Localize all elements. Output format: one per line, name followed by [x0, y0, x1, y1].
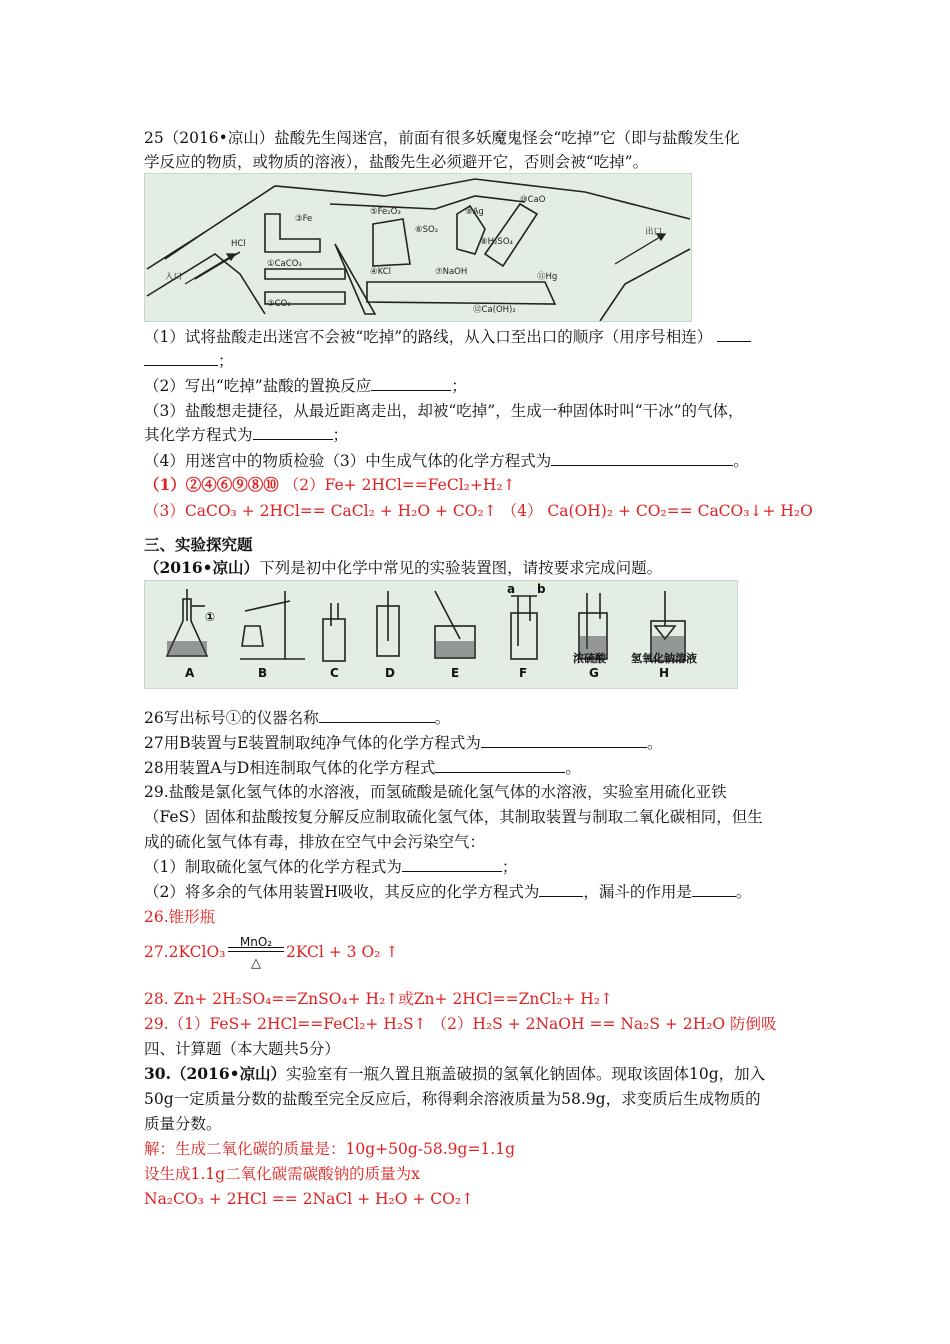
q25-part4-end: 。 [733, 452, 749, 470]
q27 [144, 732, 662, 754]
q30-line2: 50g一定质量分数的盐酸至完全反应后，称得剩余溶液质量为58.9g，求变质后生成物质的 [144, 1090, 761, 1108]
q28-blank[interactable] [435, 758, 565, 773]
maze-s5: ⑤Fe₂O₃ [370, 207, 401, 217]
q28-text: 28用装置A与D相连制取气体的化学方程式 [144, 759, 436, 777]
q25-intro-line1: 25（2016•凉山）盐酸先生闯迷宫，前面有很多妖魔鬼怪会“吃掉”它（即与盐酸发生化 [144, 129, 740, 147]
q25-part3-blank[interactable] [253, 425, 333, 440]
q25-part1 [144, 326, 751, 348]
q26-text: 26写出标号①的仪器名称 [144, 709, 319, 727]
apparatus-G: G [589, 666, 599, 680]
q29-part1-blank[interactable] [402, 857, 502, 872]
q29-part2-blank-b[interactable] [692, 882, 736, 897]
q25-part3-line2 [144, 424, 348, 446]
solution-line2: 设生成1.1g二氧化碳需碳酸钠的质量为x [144, 1165, 420, 1183]
answer-27-bar-top [228, 947, 284, 948]
answer-27-bar-bottom [228, 951, 284, 952]
apparatus-b: b [537, 582, 546, 596]
answer-27-heat: △ [251, 956, 261, 971]
q29-part2-end: 。 [735, 883, 752, 901]
q25-answer-3: （3）CaCO₃ + 2HCl== CaCl₂ + H₂O + CO₂↑ [144, 502, 497, 520]
apparatus-a: a [507, 582, 516, 596]
q29-line1: 29.盐酸是氯化氢气体的水溶液，而氢硫酸是硫化氢气体的水溶液，实验室用硫化亚铁 [144, 783, 727, 801]
q25-part1-text: （1）试将盐酸走出迷宫不会被“吃掉”的路线，从入口至出口的顺序（用序号相连） [144, 328, 713, 346]
q25-answer-line1 [144, 474, 516, 496]
q25-answer-line2 [144, 500, 813, 522]
q25-part4-text: （4）用迷宫中的物质检验（3）中生成气体的化学方程式为 [144, 452, 552, 470]
section3-intro-source: （2016•凉山） [144, 558, 260, 577]
q25-part2-end: ； [451, 377, 467, 395]
section3-intro-text: 下列是初中化学中常见的实验装置图，请按要求完成问题。 [259, 559, 663, 577]
q29-part2 [144, 881, 751, 903]
maze-s10: ⑩CaO [520, 195, 546, 205]
q28 [144, 757, 581, 779]
maze-s4: ④KCl [370, 267, 392, 277]
q25-intro-line2: 学反应的物质，或物质的溶液），盐酸先生必须避开它，否则会被“吃掉”。 [144, 153, 649, 171]
answer-29: 29.（1）FeS+ 2HCl==FeCl₂+ H₂S↑ （2）H₂S + 2NaOH == Na₂S + 2H₂O 防倒吸 [144, 1015, 777, 1033]
maze-s9: ⑨Ag [465, 207, 484, 217]
answer-28: 28. Zn+ 2H₂SO₄==ZnSO₄+ H₂↑或Zn+ 2HCl==ZnCl₂+ H₂↑ [144, 990, 614, 1008]
q25-part2-blank[interactable] [371, 376, 451, 391]
q25-part1-blank-b[interactable] [144, 351, 218, 366]
maze-s6: ⑥SO₂ [415, 225, 439, 235]
q27-end: 。 [646, 734, 663, 752]
maze-hcl: HCl [231, 239, 246, 249]
q26-blank[interactable] [319, 708, 435, 723]
section4-heading: 四、计算题（本大题共5分） [144, 1040, 340, 1058]
q29-part2-text: （2）将多余的气体用装置H吸收，其反应的化学方程式为 [144, 883, 540, 901]
q25-part2-text: （2）写出“吃掉”盐酸的置换反应 [144, 377, 372, 395]
apparatus-A: A [185, 666, 195, 680]
maze-s2: ②CO₂ [267, 299, 291, 309]
q26 [144, 707, 450, 729]
q29-part2-blank-a[interactable] [539, 882, 583, 897]
q25-answer-4: （4） Ca(OH)₂ + CO₂== CaCO₃↓+ H₂O [501, 502, 813, 520]
q30-line3: 质量分数。 [144, 1115, 222, 1133]
q25-part3-text: 其化学方程式为 [144, 426, 253, 444]
q25-answer-1: （1）②④⑥⑨⑧⑩ [144, 475, 279, 494]
solution-line3: Na₂CO₃ + 2HCl == 2NaCl + H₂O + CO₂↑ [144, 1190, 475, 1208]
q25-part3-line1: （3）盐酸想走捷径，从最近距离走出，却被“吃掉”，生成一种固体时叫“干冰”的气体， [144, 402, 744, 420]
q25-part2 [144, 375, 467, 397]
answer-26: 26.锥形瓶 [144, 908, 216, 926]
q29-part2-mid: ，漏斗的作用是 [583, 883, 692, 901]
q29-line3: 成的硫化氢气体有毒，排放在空气中会污染空气： [144, 833, 486, 851]
q26-end: 。 [434, 709, 451, 727]
q29-line2: （FeS）固体和盐酸按复分解反应制取硫化氢气体，其制取装置与制取二氧化碳相同，但生 [144, 808, 763, 826]
q29-part1-text: （1）制取硫化氢气体的化学方程式为 [144, 858, 402, 876]
maze-figure [144, 173, 692, 322]
q27-text: 27用B装置与E装置制取纯净气体的化学方程式为 [144, 734, 481, 752]
maze-s1: ①CaCO₃ [267, 259, 302, 269]
apparatus-E: E [451, 666, 460, 680]
solution-line1: 解：生成二氧化碳的质量是：10g+50g-58.9g=1.1g [144, 1140, 516, 1158]
q27-blank[interactable] [481, 733, 647, 748]
apparatus-B: B [258, 666, 268, 680]
q29-part1 [144, 856, 517, 878]
q30-line1 [144, 1063, 765, 1085]
apparatus-g-label: 浓硫酸 [573, 652, 606, 665]
maze-s7: ⑦NaOH [435, 267, 468, 277]
q25-part1-cont [144, 350, 234, 372]
q25-answer-2: （2）Fe+ 2HCl==FeCl₂+H₂↑ [283, 476, 516, 494]
q25-part1-blank-a[interactable] [717, 327, 751, 342]
q29-part1-end: ； [501, 858, 518, 876]
apparatus-figure [144, 580, 738, 689]
apparatus-D: D [385, 666, 395, 680]
answer-27-product: 2KCl + 3 O₂ ↑ [286, 943, 399, 961]
apparatus-H: H [659, 666, 670, 680]
maze-entrance: 入口 [165, 272, 183, 282]
maze-s8: ⑧H₂SO₄ [480, 237, 513, 247]
q25-part4 [144, 450, 749, 472]
apparatus-F: F [519, 666, 528, 680]
q25-part1-end: ； [218, 352, 234, 370]
maze-s11: ⑪Hg [537, 272, 558, 282]
apparatus-C: C [330, 666, 339, 680]
q25-part3-end: ； [332, 426, 349, 444]
section3-heading: 三、实验探究题 [144, 535, 253, 554]
maze-s3: ③Fe [295, 214, 313, 224]
maze-s12: ⑫Ca(OH)₂ [473, 305, 516, 315]
apparatus-h-label: 氢氧化钠溶液 [631, 652, 697, 665]
q30-text1: 实验室有一瓶久置且瓶盖破损的氢氧化钠固体。现取该固体10g，加入 [286, 1065, 766, 1083]
q28-end: 。 [565, 759, 581, 777]
section3-intro [144, 557, 662, 579]
apparatus-circle1: ① [205, 610, 216, 624]
q25-part4-blank[interactable] [551, 451, 733, 466]
q30-source: 30.（2016•凉山） [144, 1064, 287, 1083]
answer-27-reactant: 27.2KClO₃ [144, 943, 226, 961]
maze-exit: 出口 [645, 227, 663, 237]
answer-27-catalyst: MnO₂ [239, 935, 273, 949]
